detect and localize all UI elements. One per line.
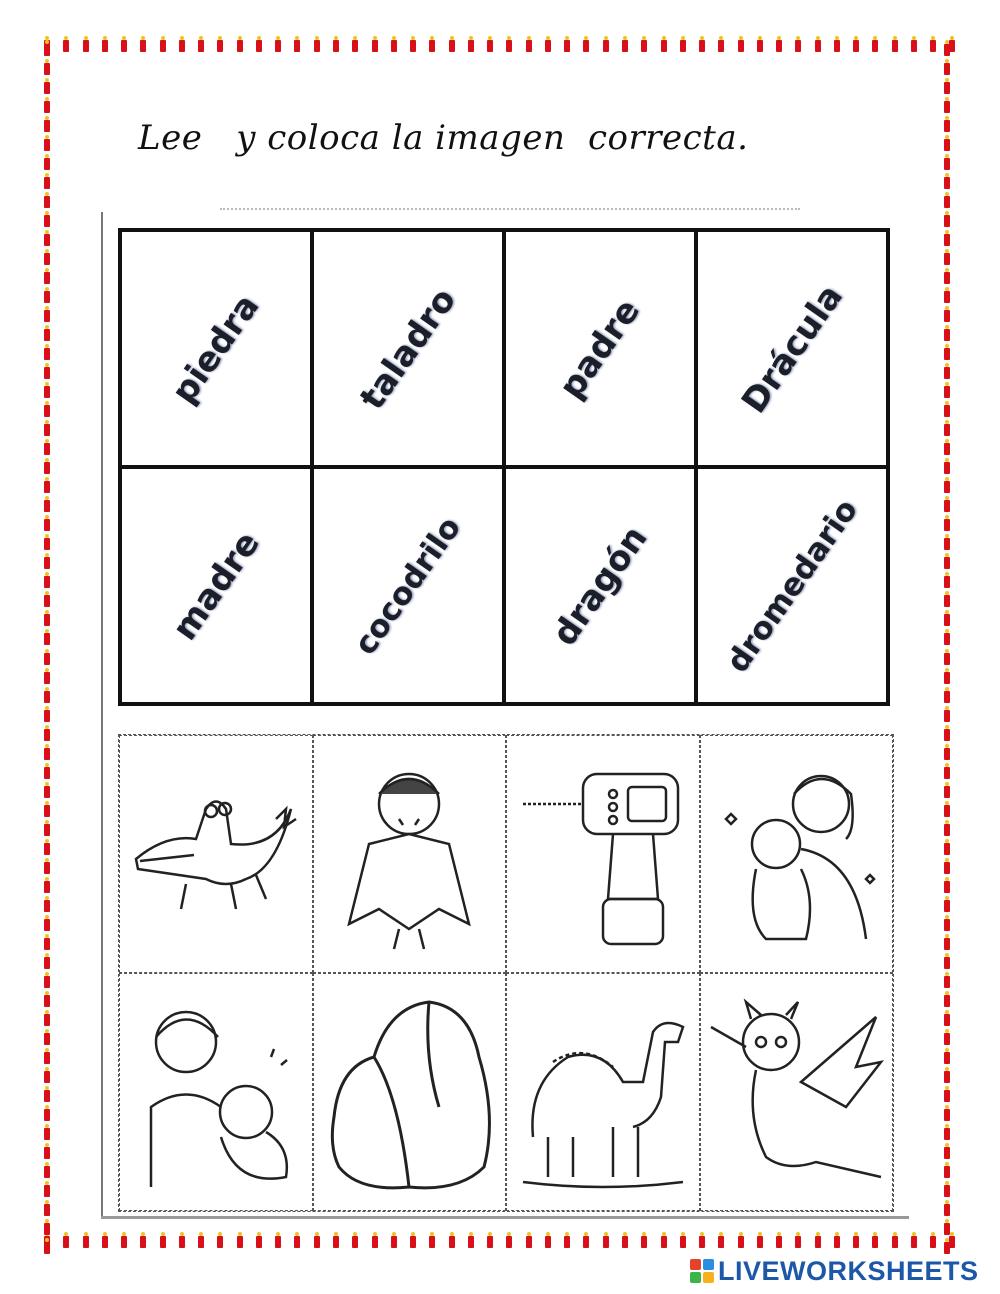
firecracker-icon (44, 957, 50, 969)
word-cell-piedra[interactable] (120, 230, 312, 467)
firecracker-icon (275, 40, 281, 52)
firecracker-icon (44, 82, 50, 94)
firecracker-icon (944, 215, 950, 227)
border-left (44, 44, 58, 1254)
firecracker-icon (44, 158, 50, 170)
firecracker-icon (892, 40, 898, 52)
firecracker-icon (944, 310, 950, 322)
mother-picture[interactable] (700, 735, 894, 973)
firecracker-icon (944, 995, 950, 1007)
firecracker-icon (944, 862, 950, 874)
firecracker-icon (44, 729, 50, 741)
firecracker-icon (564, 40, 570, 52)
firecracker-icon (944, 348, 950, 360)
firecracker-icon (944, 919, 950, 931)
firecracker-icon (757, 1236, 763, 1248)
stone-icon (319, 987, 499, 1197)
firecracker-icon (944, 748, 950, 760)
firecracker-icon (44, 329, 50, 341)
firecracker-icon (944, 253, 950, 265)
firecracker-icon (44, 367, 50, 379)
firecracker-icon (641, 1236, 647, 1248)
stone-picture[interactable] (313, 973, 507, 1211)
firecracker-icon (622, 1236, 628, 1248)
firecracker-icon (944, 1147, 950, 1159)
firecracker-icon (160, 1236, 166, 1248)
firecracker-icon (853, 40, 859, 52)
firecracker-icon (44, 1052, 50, 1064)
firecracker-icon (44, 557, 50, 569)
firecracker-icon (487, 40, 493, 52)
firecracker-icon (944, 500, 950, 512)
firecracker-icon (179, 40, 185, 52)
firecracker-icon (661, 1236, 667, 1248)
firecracker-icon (776, 1236, 782, 1248)
firecracker-icon (44, 291, 50, 303)
firecracker-icon (944, 824, 950, 836)
firecracker-icon (944, 329, 950, 341)
sheet-left-edge (101, 212, 103, 1218)
firecracker-icon (63, 1236, 69, 1248)
firecracker-icon (44, 424, 50, 436)
firecracker-icon (944, 424, 950, 436)
firecracker-icon (872, 1236, 878, 1248)
firecracker-icon (944, 158, 950, 170)
firecracker-icon (944, 805, 950, 817)
firecracker-icon (944, 672, 950, 684)
firecracker-icon (944, 196, 950, 208)
firecracker-icon (44, 1033, 50, 1045)
firecracker-icon (44, 443, 50, 455)
firecracker-icon (944, 443, 950, 455)
firecracker-icon (314, 1236, 320, 1248)
firecracker-icon (333, 1236, 339, 1248)
firecracker-icon (44, 386, 50, 398)
firecracker-icon (44, 1014, 50, 1026)
firecracker-icon (44, 862, 50, 874)
camel-icon (513, 987, 693, 1197)
firecracker-icon (44, 1090, 50, 1102)
firecracker-icon (44, 843, 50, 855)
firecracker-icon (44, 1204, 50, 1216)
crocodile-icon (126, 749, 306, 959)
firecracker-icon (429, 40, 435, 52)
firecracker-icon (944, 843, 950, 855)
firecracker-icon (44, 919, 50, 931)
worksheet-title: Lee y coloca la imagen correcta. (138, 118, 749, 158)
firecracker-icon (699, 40, 705, 52)
firecracker-icon (44, 633, 50, 645)
firecracker-icon (944, 1033, 950, 1045)
firecracker-icon (944, 1109, 950, 1121)
firecracker-icon (121, 1236, 127, 1248)
firecracker-icon (44, 786, 50, 798)
firecracker-icon (44, 748, 50, 760)
firecracker-icon (294, 40, 300, 52)
firecracker-icon (44, 576, 50, 588)
firecracker-icon (44, 767, 50, 779)
word-label: Drácula (733, 276, 851, 421)
firecracker-icon (911, 1236, 917, 1248)
firecracker-icon (44, 614, 50, 626)
firecracker-icon (44, 462, 50, 474)
firecracker-icon (468, 1236, 474, 1248)
firecracker-icon (545, 40, 551, 52)
firecracker-icon (44, 44, 50, 56)
firecracker-icon (333, 40, 339, 52)
firecracker-icon (622, 40, 628, 52)
firecracker-icon (944, 82, 950, 94)
firecracker-icon (944, 139, 950, 151)
drill-icon (513, 749, 693, 959)
firecracker-icon (44, 1223, 50, 1235)
word-cell-dracula[interactable] (696, 230, 888, 467)
dracula-icon (319, 749, 499, 959)
firecracker-icon (944, 881, 950, 893)
firecracker-icon (44, 1242, 50, 1254)
firecracker-icon (680, 1236, 686, 1248)
firecracker-icon (352, 40, 358, 52)
word-label: dromedario (719, 492, 865, 679)
firecracker-icon (44, 139, 50, 151)
firecracker-icon (795, 1236, 801, 1248)
border-right (944, 44, 958, 1254)
firecracker-icon (834, 40, 840, 52)
firecracker-icon (718, 1236, 724, 1248)
word-label: taladro (351, 280, 465, 417)
firecracker-icon (944, 1242, 950, 1254)
firecracker-icon (44, 653, 50, 665)
firecracker-icon (217, 40, 223, 52)
firecracker-icon (944, 653, 950, 665)
firecracker-icon (44, 196, 50, 208)
firecracker-icon (391, 40, 397, 52)
firecracker-icon (44, 976, 50, 988)
firecracker-icon (944, 595, 950, 607)
word-cell-dromedario[interactable] (696, 467, 888, 704)
firecracker-icon (944, 291, 950, 303)
firecracker-icon (526, 40, 532, 52)
firecracker-icon (944, 1052, 950, 1064)
firecracker-icon (944, 576, 950, 588)
firecracker-icon (429, 1236, 435, 1248)
father-picture[interactable] (119, 973, 313, 1211)
firecracker-icon (944, 710, 950, 722)
firecracker-icon (944, 557, 950, 569)
sheet-bottom-edge (101, 1216, 909, 1219)
firecracker-icon (44, 881, 50, 893)
word-label: cocodrilo (347, 509, 469, 662)
firecracker-icon (449, 40, 455, 52)
firecracker-icon (506, 1236, 512, 1248)
firecracker-icon (603, 1236, 609, 1248)
firecracker-icon (944, 538, 950, 550)
firecracker-icon (198, 1236, 204, 1248)
firecracker-icon (944, 462, 950, 474)
firecracker-icon (506, 40, 512, 52)
word-cell-dragon[interactable] (504, 467, 696, 704)
firecracker-icon (83, 1236, 89, 1248)
firecracker-icon (102, 1236, 108, 1248)
firecracker-icon (564, 1236, 570, 1248)
firecracker-icon (944, 101, 950, 113)
word-label: dragón (544, 518, 656, 653)
firecracker-icon (121, 40, 127, 52)
firecracker-icon (44, 500, 50, 512)
firecracker-icon (44, 538, 50, 550)
firecracker-icon (944, 1166, 950, 1178)
liveworksheets-logo (690, 1254, 979, 1288)
firecracker-icon (944, 957, 950, 969)
firecracker-icon (179, 1236, 185, 1248)
word-cell-cocodrilo[interactable] (312, 467, 504, 704)
firecracker-icon (160, 40, 166, 52)
firecracker-icon (44, 691, 50, 703)
firecracker-icon (372, 40, 378, 52)
firecracker-icon (738, 40, 744, 52)
firecracker-icon (237, 1236, 243, 1248)
firecracker-icon (44, 234, 50, 246)
firecracker-icon (198, 40, 204, 52)
firecracker-icon (44, 405, 50, 417)
firecracker-icon (44, 63, 50, 75)
firecracker-icon (44, 101, 50, 113)
firecracker-icon (44, 1147, 50, 1159)
firecracker-icon (391, 1236, 397, 1248)
firecracker-icon (944, 938, 950, 950)
firecracker-icon (44, 938, 50, 950)
firecracker-icon (44, 272, 50, 284)
firecracker-icon (256, 1236, 262, 1248)
firecracker-icon (718, 40, 724, 52)
firecracker-icon (449, 1236, 455, 1248)
firecracker-icon (944, 1185, 950, 1197)
firecracker-icon (795, 40, 801, 52)
firecracker-icon (944, 614, 950, 626)
firecracker-icon (944, 900, 950, 912)
firecracker-icon (944, 729, 950, 741)
firecracker-icon (944, 1204, 950, 1216)
firecracker-icon (44, 481, 50, 493)
firecracker-icon (217, 1236, 223, 1248)
firecracker-icon (468, 40, 474, 52)
firecracker-icon (944, 120, 950, 132)
firecracker-icon (44, 1166, 50, 1178)
firecracker-icon (944, 481, 950, 493)
firecracker-icon (930, 40, 936, 52)
firecracker-icon (757, 40, 763, 52)
firecracker-icon (930, 1236, 936, 1248)
firecracker-icon (44, 177, 50, 189)
picture-grid (118, 734, 894, 1212)
firecracker-icon (738, 1236, 744, 1248)
word-label: madre (164, 523, 268, 648)
firecracker-icon (44, 120, 50, 132)
dragon-picture[interactable] (700, 973, 894, 1211)
firecracker-icon (526, 1236, 532, 1248)
firecracker-icon (44, 995, 50, 1007)
firecracker-icon (487, 1236, 493, 1248)
firecracker-icon (352, 1236, 358, 1248)
firecracker-icon (699, 1236, 705, 1248)
word-label: piedra (164, 286, 268, 411)
firecracker-icon (237, 40, 243, 52)
father-icon (126, 987, 306, 1197)
firecracker-icon (256, 40, 262, 52)
firecracker-icon (603, 40, 609, 52)
firecracker-icon (583, 40, 589, 52)
firecracker-icon (410, 40, 416, 52)
firecracker-icon (44, 348, 50, 360)
firecracker-icon (44, 805, 50, 817)
firecracker-icon (944, 44, 950, 56)
word-cell-madre[interactable] (120, 467, 312, 704)
logo-mark-icon (690, 1259, 714, 1283)
firecracker-icon (44, 900, 50, 912)
firecracker-icon (944, 234, 950, 246)
firecracker-icon (661, 40, 667, 52)
firecracker-icon (776, 40, 782, 52)
firecracker-icon (44, 1128, 50, 1140)
firecracker-icon (583, 1236, 589, 1248)
dracula-picture[interactable] (313, 735, 507, 973)
firecracker-icon (545, 1236, 551, 1248)
firecracker-icon (815, 40, 821, 52)
word-label: padre (551, 291, 649, 406)
firecracker-icon (911, 40, 917, 52)
firecracker-icon (944, 1128, 950, 1140)
firecracker-icon (44, 310, 50, 322)
firecracker-icon (944, 405, 950, 417)
firecracker-icon (944, 367, 950, 379)
firecracker-icon (140, 40, 146, 52)
firecracker-icon (44, 1109, 50, 1121)
firecracker-icon (834, 1236, 840, 1248)
firecracker-icon (294, 1236, 300, 1248)
firecracker-icon (944, 1014, 950, 1026)
firecracker-icon (680, 40, 686, 52)
firecracker-icon (641, 40, 647, 52)
border-bottom (44, 1236, 956, 1252)
firecracker-icon (944, 272, 950, 284)
firecracker-icon (944, 386, 950, 398)
firecracker-icon (944, 177, 950, 189)
firecracker-icon (944, 633, 950, 645)
firecracker-icon (44, 253, 50, 265)
firecracker-icon (944, 691, 950, 703)
firecracker-icon (44, 710, 50, 722)
firecracker-icon (892, 1236, 898, 1248)
firecracker-icon (275, 1236, 281, 1248)
firecracker-icon (63, 40, 69, 52)
crocodile-picture[interactable] (119, 735, 313, 973)
firecracker-icon (815, 1236, 821, 1248)
mother-icon (706, 749, 886, 959)
word-cell-padre[interactable] (504, 230, 696, 467)
firecracker-icon (944, 1223, 950, 1235)
firecracker-icon (944, 786, 950, 798)
drill-picture[interactable] (506, 735, 700, 973)
border-top (44, 40, 956, 56)
firecracker-icon (944, 976, 950, 988)
logo-text: LIVEWORKSHEETS (718, 1255, 979, 1286)
firecracker-icon (44, 519, 50, 531)
firecracker-icon (44, 672, 50, 684)
firecracker-icon (944, 767, 950, 779)
firecracker-icon (44, 215, 50, 227)
firecracker-icon (944, 63, 950, 75)
firecracker-icon (314, 40, 320, 52)
firecracker-icon (102, 40, 108, 52)
dragon-icon (706, 987, 886, 1197)
firecracker-icon (944, 1071, 950, 1083)
firecracker-icon (853, 1236, 859, 1248)
word-grid (118, 228, 890, 706)
camel-picture[interactable] (506, 973, 700, 1211)
firecracker-icon (372, 1236, 378, 1248)
firecracker-icon (410, 1236, 416, 1248)
firecracker-icon (44, 595, 50, 607)
firecracker-icon (872, 40, 878, 52)
firecracker-icon (44, 824, 50, 836)
firecracker-icon (944, 519, 950, 531)
firecracker-icon (83, 40, 89, 52)
sheet-top-edge (220, 208, 800, 214)
firecracker-icon (44, 1185, 50, 1197)
firecracker-icon (140, 1236, 146, 1248)
firecracker-icon (944, 1090, 950, 1102)
word-cell-taladro[interactable] (312, 230, 504, 467)
firecracker-icon (44, 1071, 50, 1083)
